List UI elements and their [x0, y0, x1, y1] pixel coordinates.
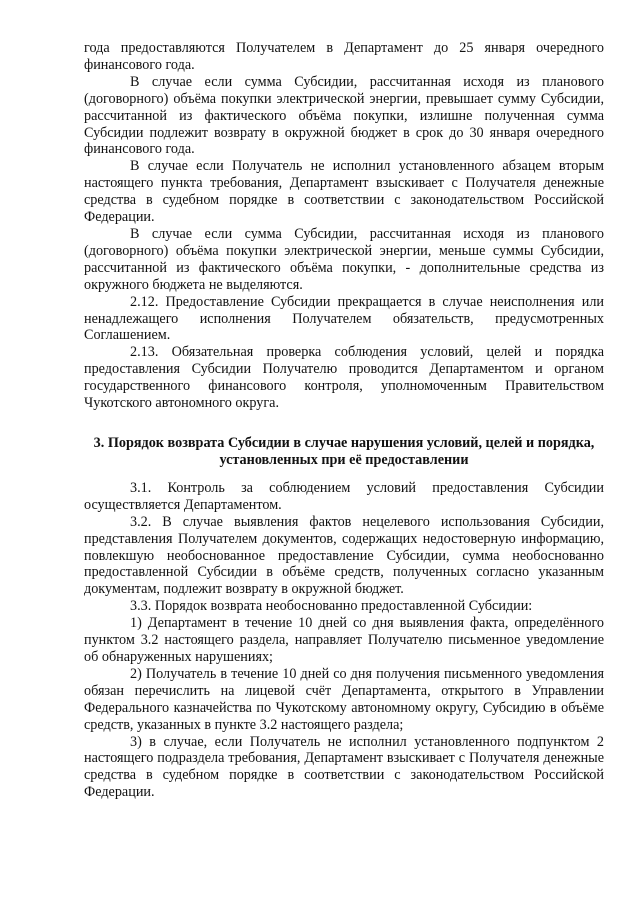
paragraph-3-2: 3.2. В случае выявления фактов нецелевого использования Субсидии, представления Получателем документов, содержащих недостоверную информацию, повлекшую необоснованное предоставление Субсидии, сумма необоснованно предоставленной Субсидии в объёме средств, полученных согласно указанным документам, подлежит возврату в окружной бюджет.	[84, 513, 604, 598]
paragraph-3-3: 3.3. Порядок возврата необоснованно предоставленной Субсидии:	[130, 598, 533, 615]
paragraph-2-12: 2.12. Предоставление Субсидии прекращается в случае неисполнения или ненадлежащего исполнения Получателем обязательств, предусмотренных Соглашением.	[84, 293, 604, 344]
paragraph-2-13: 2.13. Обязательная проверка соблюдения условий, целей и порядка предоставления Субсидии Получателю проводится Департаментом и органом государственного финансового контроля, уполномоченным Правительством Чукотского автономного округа.	[84, 344, 604, 412]
paragraph-3-3-item-2: 2) Получатель в течение 10 дней со дня получения письменного уведомления обязан перечислить на лицевой счёт Департамента, открытого в Управлении Федерального казначейства по Чукотскому автономному округу, Субсидию в объёме средств, указанных в пункте 3.2 настоящего раздела;	[84, 665, 604, 733]
paragraph-3-1: 3.1. Контроль за соблюдением условий предоставления Субсидии осуществляется Департаментом.	[84, 479, 604, 513]
paragraph-court-recovery: В случае если Получатель не исполнил установленного абзацем вторым настоящего пункта требования, Департамент взыскивает с Получателя денежные средства в судебном порядке в соответствии с законодательством Российской Федерации.	[84, 158, 604, 226]
paragraph-3-3-item-1: 1) Департамент в течение 10 дней со дня выявления факта, определённого пунктом 3.2 настоящего раздела, направляет Получателю письменное уведомление об обнаруженных нарушениях;	[84, 615, 604, 665]
paragraph-excess-subsidy: В случае если сумма Субсидии, рассчитанная исходя из планового (договорного) объёма покупки электрической энергии, превышает сумму Субсидии, рассчитанной из фактического объёма покупки, излишне полученная сумма Субсидии подлежит возврату в окружной бюджет в срок до 30 января очередного финансового года.	[84, 73, 604, 158]
paragraph-continuation: года предоставляются Получателем в Департамент до 25 января очередного финансового года.	[84, 40, 604, 73]
section-3-heading: 3. Порядок возврата Субсидии в случае нарушения условий, целей и порядка, установленных при её предоставлении	[93, 434, 595, 468]
paragraph-insufficient-subsidy: В случае если сумма Субсидии, рассчитанная исходя из планового (договорного) объёма покупки электрической энергии, меньше суммы Субсидии, рассчитанной из фактического объёма покупки, - дополнительные средства из окружного бюджета не выделяются.	[84, 225, 604, 293]
document-page	[84, 40, 604, 801]
paragraph-3-3-item-3: 3) в случае, если Получатель не исполнил установленного подпунктом 2 настоящего подраздела требования, Департамент взыскивает с Получателя денежные средства в судебном порядке в соответствии с законодательством Российской Федерации.	[84, 733, 604, 801]
